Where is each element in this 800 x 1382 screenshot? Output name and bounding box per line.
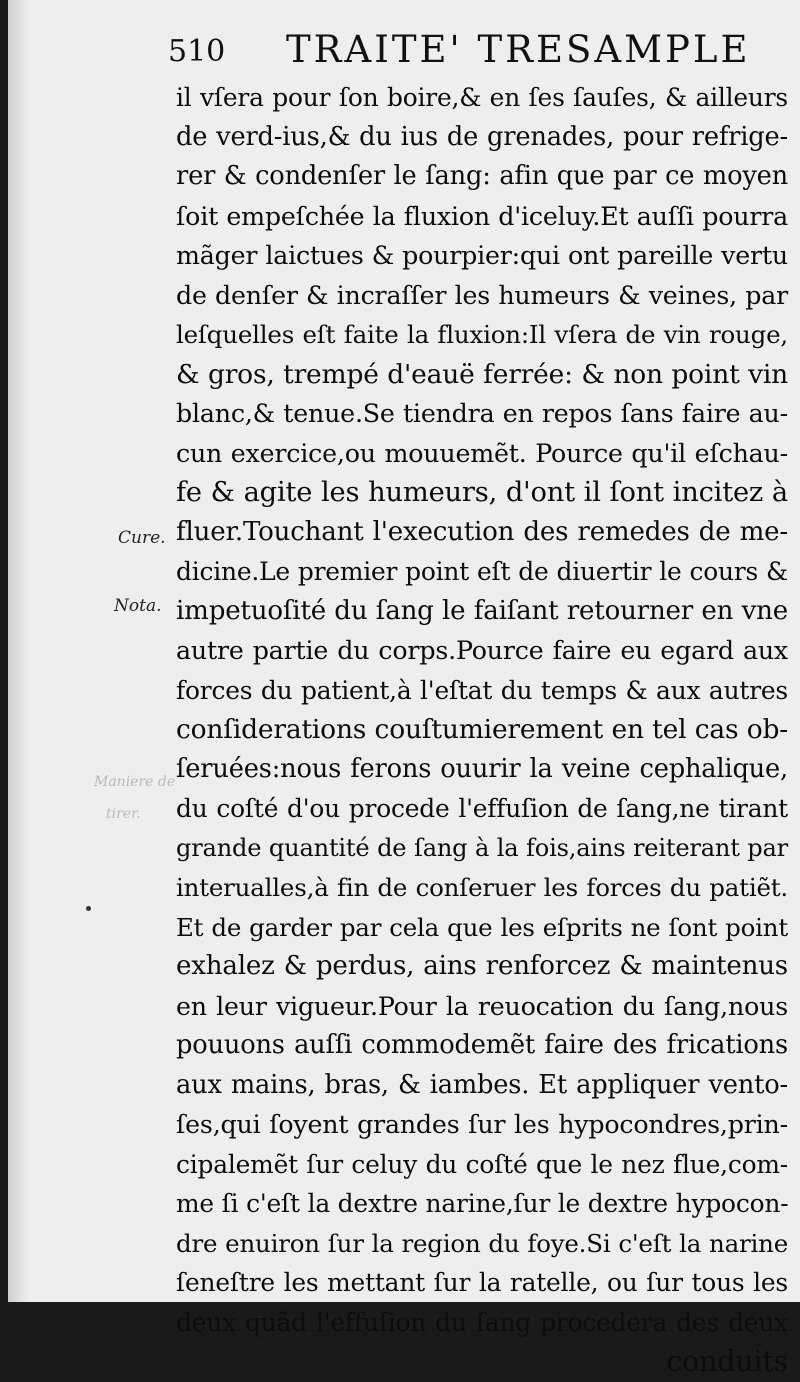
text-line: grande quantité de ſang à la fois,ains reiterant par	[176, 833, 788, 862]
text-line: ſeneſtre les mettant ſur la ratelle, ou ſur tous les	[176, 1268, 788, 1297]
text-line: deux quãd l'effuſion du ſang procedera des deux	[176, 1307, 788, 1337]
marginal-note-nota: Nota.	[114, 596, 162, 616]
text-line: fluer.Touchant l'execution des remedes de me-	[176, 516, 788, 547]
show-through-note-1: Maniere de	[94, 774, 176, 790]
text-line: ſeruées:nous ferons ouurir la veine cephalique,	[176, 753, 788, 784]
text-line: du coſté d'ou procede l'effuſion de ſang,ne tirant	[176, 794, 788, 823]
text-line: cun exercice,ou mouuemẽt. Pource qu'il eſchau-	[176, 438, 788, 468]
text-line: exhalez & perdus, ains renforcez & maintenus	[176, 951, 788, 981]
text-line: blanc,& tenue.Se tiendra en repos ſans faire au-	[176, 399, 788, 428]
running-title: TRAITE' TRESAMPLE	[286, 28, 751, 71]
text-line: dicine.Le premier point eſt de diuertir le cours &	[176, 557, 788, 586]
text-line: de verd-ius,& du ius de grenades, pour refrige-	[176, 121, 788, 152]
text-line: dre enuiron ſur la region du foye.Si c'eſt la narine	[176, 1228, 788, 1258]
text-line: forces du patient,à l'eſtat du temps & aux autres	[176, 675, 788, 705]
text-line: mãger laictues & pourpier:qui ont pareille vertu	[176, 241, 788, 270]
page-number: 510	[168, 34, 226, 69]
book-page	[8, 0, 800, 1378]
text-line: en leur vigueur.Pour la reuocation du ſang,nous	[176, 991, 788, 1021]
text-line: conſiderations couſtumierement en tel cas ob-	[176, 714, 788, 745]
page-header	[168, 28, 778, 74]
text-line: de denſer & incraſſer les humeurs & veines, par	[176, 280, 788, 310]
show-through-note-2: tirer.	[106, 806, 141, 822]
marginal-note-cure: Cure.	[118, 528, 166, 548]
text-line: Et de garder par cela que les eſprits ne ſont point	[176, 912, 788, 942]
text-line: autre partie du corps.Pource faire eu egard aux	[176, 636, 788, 665]
text-line: fe & agite les humeurs, d'ont il ſont incitez à	[176, 477, 788, 508]
ink-speck	[86, 906, 91, 911]
text-line: impetuoſité du ſang le faiſant retourner en vne	[176, 595, 788, 626]
text-line: il vſera pour ſon boire,& en ſes ſauſes, & ailleurs	[176, 83, 788, 112]
text-line: cipalemẽt ſur celuy du coſté que le nez flue,com-	[176, 1149, 788, 1179]
text-line: interualles,à fin de conſeruer les forces du patiẽt.	[176, 873, 788, 902]
body-text	[176, 78, 788, 1382]
text-line: & gros, trempé d'eauë ferrée: & non point vin	[176, 358, 788, 390]
text-line: aux mains, bras, & iambes. Et appliquer vento-	[176, 1069, 788, 1100]
text-line: pouuons auſſi commodemẽt faire des frications	[176, 1030, 788, 1060]
text-line: ſoit empeſchée la fluxion d'iceluy.Et auſſi pourra	[176, 201, 788, 231]
text-line: rer & condenſer le ſang: afin que par ce moyen	[176, 161, 788, 191]
catchword: conduits	[666, 1345, 788, 1378]
text-line: leſquelles eſt faite la fluxion:Il vſera de vin rouge,	[176, 320, 788, 349]
text-line: ſes,qui ſoyent grandes ſur les hypocondres,prin-	[176, 1110, 788, 1139]
text-line: me ſi c'eſt la dextre narine,ſur le dextre hypocon-	[176, 1189, 789, 1218]
